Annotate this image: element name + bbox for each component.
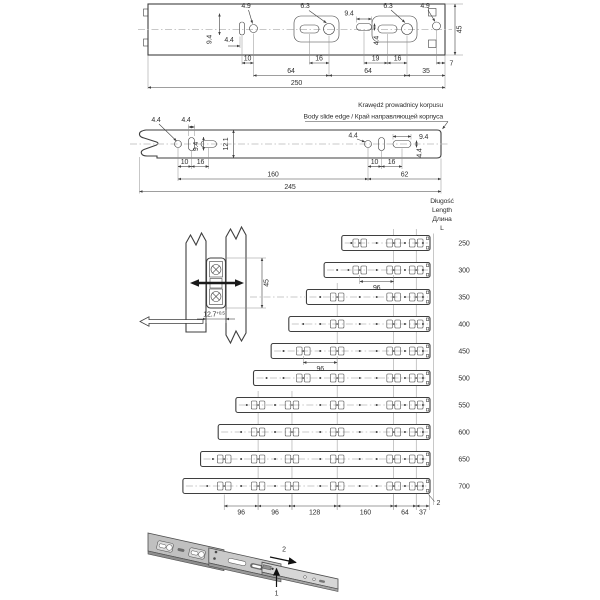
small-hole [319,485,321,487]
small-hole [319,377,321,379]
dim-label: 4.4 [373,35,381,46]
small-hole [376,485,378,487]
edge-offset-dim: 2 [436,500,441,507]
small-hole [283,350,285,352]
small-hole [422,350,424,352]
dim-label [203,310,225,318]
small-hole [319,404,321,406]
small-hole [266,377,268,379]
length-table-header [429,198,455,507]
dim-label: 16 [387,159,396,166]
hole-pitch-dim: 64 [401,509,409,517]
small-hole [422,323,424,325]
dim-label: 35 [422,68,430,75]
small-hole [274,431,276,433]
small-hole [274,485,276,487]
rail-length-label: 400 [458,321,470,329]
callout-1-label: 1 [274,590,279,598]
cross-section-view [140,227,305,343]
small-hole [404,296,406,298]
small-hole [359,431,361,433]
small-hole [422,485,424,487]
dim-label: 4.9 [420,3,430,10]
small-hole [319,350,321,352]
dim-label: 6.3 [300,3,310,10]
small-hole [376,242,378,244]
small-hole [359,404,361,406]
rail-length-label: 450 [458,348,470,356]
small-hole [206,485,208,487]
dim-label: 16 [393,55,402,63]
small-hole [422,377,424,379]
hole-pitch-dim: 160 [359,509,372,517]
small-hole [283,377,285,379]
header-length-ru: Длина [432,216,452,223]
small-hole [376,269,378,271]
dim-label: 10 [180,159,189,166]
dim-label: 9.4 [344,10,354,18]
small-hole [404,323,406,325]
small-hole [240,431,242,433]
small-hole [350,242,352,244]
dim-label: 10 [243,55,252,63]
dim-label: 9.4 [193,141,200,152]
dim-label: 45 [263,279,271,287]
small-hole [376,458,378,460]
hole-pitch-dim: 128 [308,509,321,517]
dim-label: 4.9 [241,3,251,10]
small-hole [240,458,242,460]
small-hole [212,458,214,460]
small-hole [376,323,378,325]
small-hole [376,404,378,406]
small-hole [404,404,406,406]
hole-pitch-dim: 96 [271,509,279,517]
dim-label: 10 [370,159,379,166]
dim-label: 9.4 [419,134,429,141]
dim-label: 4.4 [348,132,358,140]
small-hole [376,296,378,298]
small-hole [359,377,361,379]
small-hole [376,377,378,379]
top-view-drawing [138,3,464,89]
small-hole [404,350,406,352]
small-hole [240,485,242,487]
dim-label: 4.4 [181,117,191,124]
rail-length-label: 250 [458,240,470,248]
small-hole [422,458,424,460]
small-hole [422,296,424,298]
header-length-symbol: L [440,225,444,232]
gap-value: 12.7 [203,311,217,319]
dim-label: 4.4 [151,117,161,124]
small-hole [422,404,424,406]
dim-label-total: 245 [284,184,296,191]
rail-length-label: 650 [458,456,470,464]
small-hole [404,485,406,487]
small-hole [246,404,248,406]
small-hole [347,269,349,271]
small-hole [319,431,321,433]
dim-label: 4.4 [224,37,234,44]
small-hole [422,242,424,244]
hole-pitch-dim: 37 [419,509,427,517]
small-hole [319,296,321,298]
dim-label: 45 [456,25,464,34]
dim-label: 16 [196,159,205,166]
rail-length-label: 600 [458,429,470,437]
small-hole [404,377,406,379]
dim-label: 7 [449,60,454,68]
dim-label: 9.4 [206,34,214,45]
small-hole [319,458,321,460]
small-hole [376,431,378,433]
small-hole [336,269,338,271]
small-hole [319,323,321,325]
rail-length-label: 300 [458,267,470,275]
dim-label-total: 250 [290,80,303,87]
small-hole [359,485,361,487]
rail-length-label: 500 [458,375,470,383]
dim-label: 16 [315,55,323,63]
isometric-view [148,533,338,598]
dim-label: 4.4 [416,148,424,158]
dim-label: 19 [371,55,380,63]
gap-tolerance: +0.5 [216,310,225,316]
note-polish: Krawędź prowadnicy korpusu [358,102,443,109]
callout-2-label: 2 [282,546,286,554]
small-hole [274,458,276,460]
note-english-russian: Body slide edge / Край направляющей корпуса [303,113,443,121]
small-hole [376,350,378,352]
small-hole [359,350,361,352]
dim-label: 64 [287,68,295,75]
small-hole [359,296,361,298]
dim-label: 62 [400,171,409,179]
small-hole [302,323,304,325]
dim-label: 12.1 [223,137,230,151]
header-length-en: Length [432,207,452,214]
rail-length-label: 350 [458,294,470,302]
small-hole [404,431,406,433]
small-hole [404,458,406,460]
hole-pitch-dim: 96 [316,366,324,373]
header-length-pl: Długość [430,198,454,205]
small-hole [404,269,406,271]
hole-pitch-dim: 96 [372,285,381,292]
small-hole [422,431,424,433]
small-hole [359,323,361,325]
hole-pitch-dim: 96 [237,509,245,517]
rail-length-label: 550 [458,402,470,410]
dim-label: 6.3 [383,3,393,10]
small-hole [404,242,406,244]
rail-length-label: 700 [458,483,470,491]
small-hole [359,458,361,460]
dim-label: 160 [267,171,279,179]
small-hole [274,404,276,406]
small-hole [422,269,424,271]
callout-2-arrow [270,557,296,563]
body-view-drawing [130,102,450,194]
dim-label: 64 [364,68,372,75]
